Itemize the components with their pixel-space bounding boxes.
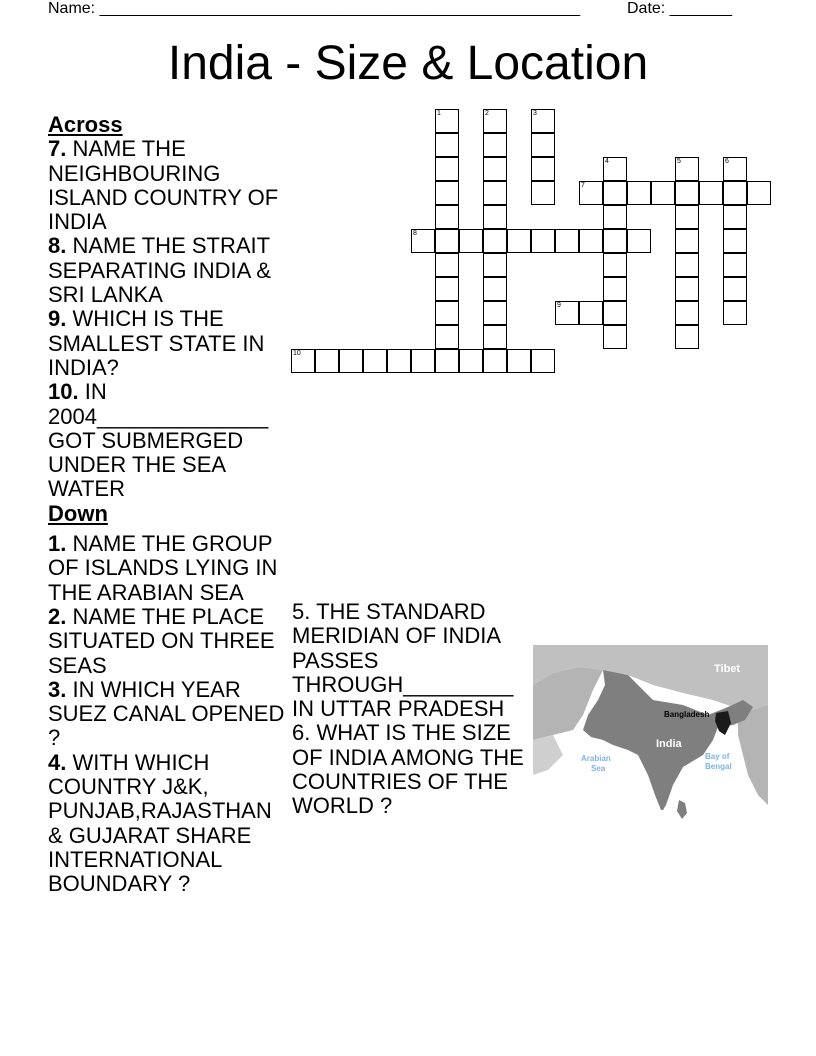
grid-cell[interactable] (483, 229, 507, 253)
clue-number: 4. (48, 749, 67, 775)
grid-cell[interactable] (675, 205, 699, 229)
clue-list-left (48, 113, 288, 897)
grid-cell[interactable] (435, 277, 459, 301)
grid-cell[interactable] (747, 181, 771, 205)
map-label-tibet: Tibet (714, 663, 741, 675)
page-title: India - Size & Location (167, 37, 649, 90)
grid-cell[interactable] (699, 181, 723, 205)
map-label-bengal: Bengal (705, 762, 732, 771)
across-clue-9 (48, 307, 288, 380)
grid-cell[interactable] (483, 349, 507, 373)
grid-cell[interactable] (387, 349, 411, 373)
grid-cell[interactable] (339, 349, 363, 373)
grid-cell[interactable] (723, 301, 747, 325)
map-label-bay-of: Bay of (705, 752, 730, 761)
grid-cell[interactable] (675, 181, 699, 205)
grid-cell-number: 5 (677, 158, 681, 165)
clue-number: 5. (292, 599, 311, 624)
clue-number: 1. (48, 531, 67, 557)
grid-cell[interactable] (675, 253, 699, 277)
grid-cell[interactable] (603, 301, 627, 325)
grid-cell[interactable] (507, 349, 531, 373)
grid-cell[interactable] (483, 325, 507, 349)
clue-text: IN WHICH YEAR SUEZ CANAL OPENED ? (48, 676, 285, 751)
grid-cell[interactable] (723, 205, 747, 229)
grid-cell[interactable] (435, 325, 459, 349)
grid-cell[interactable] (531, 229, 555, 253)
clue-number: 10. (48, 379, 79, 405)
grid-cell[interactable] (531, 181, 555, 205)
grid-cell[interactable] (435, 181, 459, 205)
grid-cell[interactable] (435, 109, 459, 133)
clue-text: THE STANDARD MERIDIAN OF INDIA PASSES THROUGH_________ IN UTTAR PRADESH (292, 599, 514, 722)
grid-cell[interactable] (315, 349, 339, 373)
down-clue-5 (292, 600, 532, 721)
grid-cell[interactable] (435, 253, 459, 277)
grid-cell[interactable] (579, 181, 603, 205)
date-field-label: Date: _______ (627, 0, 732, 17)
grid-cell[interactable] (435, 133, 459, 157)
across-clue-10 (48, 380, 288, 501)
down-heading: Down (48, 500, 108, 526)
grid-cell-number: 4 (605, 158, 609, 165)
down-clue-6 (292, 721, 532, 818)
grid-cell[interactable] (723, 277, 747, 301)
grid-cell[interactable] (435, 349, 459, 373)
grid-cell-number: 8 (413, 230, 417, 237)
across-heading: Across (48, 112, 123, 137)
grid-cell-number: 7 (581, 182, 585, 189)
across-clue-8 (48, 234, 288, 307)
clue-number: 7. (48, 136, 67, 162)
clue-text: NAME THE NEIGHBOURING ISLAND COUNTRY OF INDIA (48, 136, 279, 235)
grid-cell[interactable] (483, 181, 507, 205)
clue-text: NAME THE PLACE SITUATED ON THREE SEAS (48, 603, 275, 678)
grid-cell[interactable] (483, 157, 507, 181)
grid-cell[interactable] (531, 349, 555, 373)
grid-cell[interactable] (363, 349, 387, 373)
grid-cell[interactable] (723, 181, 747, 205)
clue-text: WHAT IS THE SIZE OF INDIA AMONG THE COUNTRIES OF THE WORLD ? (292, 720, 524, 819)
clue-number: 9. (48, 306, 67, 332)
map-label-bangladesh: Bangladesh (664, 710, 710, 719)
grid-cell-number: 10 (293, 350, 301, 357)
grid-cell[interactable] (675, 277, 699, 301)
grid-cell[interactable] (627, 229, 651, 253)
clue-number: 3. (48, 676, 67, 702)
map-label-india: India (656, 738, 682, 750)
clue-text: NAME THE STRAIT SEPARATING INDIA & SRI LANKA (48, 233, 271, 308)
clue-number: 6. (292, 720, 311, 746)
grid-cell[interactable] (483, 277, 507, 301)
grid-cell[interactable] (483, 205, 507, 229)
grid-cell-number: 1 (437, 110, 441, 117)
grid-cell[interactable] (603, 325, 627, 349)
clue-list-right (292, 600, 532, 819)
grid-cell[interactable] (555, 301, 579, 325)
grid-cell[interactable] (435, 301, 459, 325)
grid-cell[interactable] (723, 253, 747, 277)
down-clue-3 (48, 678, 288, 751)
grid-cell[interactable] (603, 157, 627, 181)
grid-cell[interactable] (603, 205, 627, 229)
grid-cell[interactable] (531, 133, 555, 157)
grid-cell[interactable] (675, 157, 699, 181)
grid-cell[interactable] (291, 349, 315, 373)
map-label-sea: Sea (591, 764, 606, 773)
grid-cell[interactable] (555, 229, 579, 253)
clue-text: WITH WHICH COUNTRY J&K, PUNJAB,RAJASTHAN & GUJARAT SHARE INTERNATIONAL BOUNDARY ? (48, 749, 272, 897)
grid-cell[interactable] (411, 229, 435, 253)
grid-cell-number: 9 (557, 302, 561, 309)
grid-cell[interactable] (603, 229, 627, 253)
down-clue-4 (48, 751, 288, 897)
grid-cell[interactable] (603, 253, 627, 277)
grid-cell[interactable] (435, 205, 459, 229)
grid-cell[interactable] (723, 229, 747, 253)
grid-cell[interactable] (531, 157, 555, 181)
grid-cell[interactable] (531, 109, 555, 133)
grid-cell[interactable] (483, 301, 507, 325)
across-clue-7 (48, 137, 288, 234)
down-clue-1 (48, 532, 288, 605)
name-field-label: Name: ______________________________________________________ (48, 0, 581, 17)
grid-cell[interactable] (627, 181, 651, 205)
grid-cell[interactable] (435, 157, 459, 181)
grid-cell[interactable] (483, 109, 507, 133)
clue-text: WHICH IS THE SMALLEST STATE IN INDIA? (48, 306, 265, 380)
clue-number: 2. (48, 603, 67, 629)
down-clue-2 (48, 605, 288, 678)
grid-cell[interactable] (483, 133, 507, 157)
clue-number: 8. (48, 233, 67, 259)
grid-cell[interactable] (507, 229, 531, 253)
grid-cell-number: 3 (533, 110, 537, 117)
grid-cell-number: 2 (485, 110, 489, 117)
grid-cell[interactable] (483, 253, 507, 277)
grid-cell[interactable] (651, 181, 675, 205)
india-map-image (533, 645, 768, 903)
grid-cell[interactable] (723, 157, 747, 181)
grid-cell[interactable] (579, 229, 603, 253)
grid-cell-number: 6 (725, 158, 729, 165)
map-label-arabian: Arabian (581, 754, 611, 763)
grid-cell[interactable] (435, 229, 459, 253)
grid-cell[interactable] (459, 229, 483, 253)
grid-cell[interactable] (579, 301, 603, 325)
grid-cell[interactable] (675, 325, 699, 349)
grid-cell[interactable] (459, 349, 483, 373)
grid-cell[interactable] (603, 277, 627, 301)
grid-cell[interactable] (411, 349, 435, 373)
clue-text: IN 2004______________ GOT SUBMERGED UNDER THE SEA WATER (48, 379, 269, 502)
grid-cell[interactable] (603, 181, 627, 205)
grid-cell[interactable] (675, 229, 699, 253)
clue-text: NAME THE GROUP OF ISLANDS LYING IN THE ARABIAN SEA (48, 531, 278, 605)
grid-cell[interactable] (675, 301, 699, 325)
